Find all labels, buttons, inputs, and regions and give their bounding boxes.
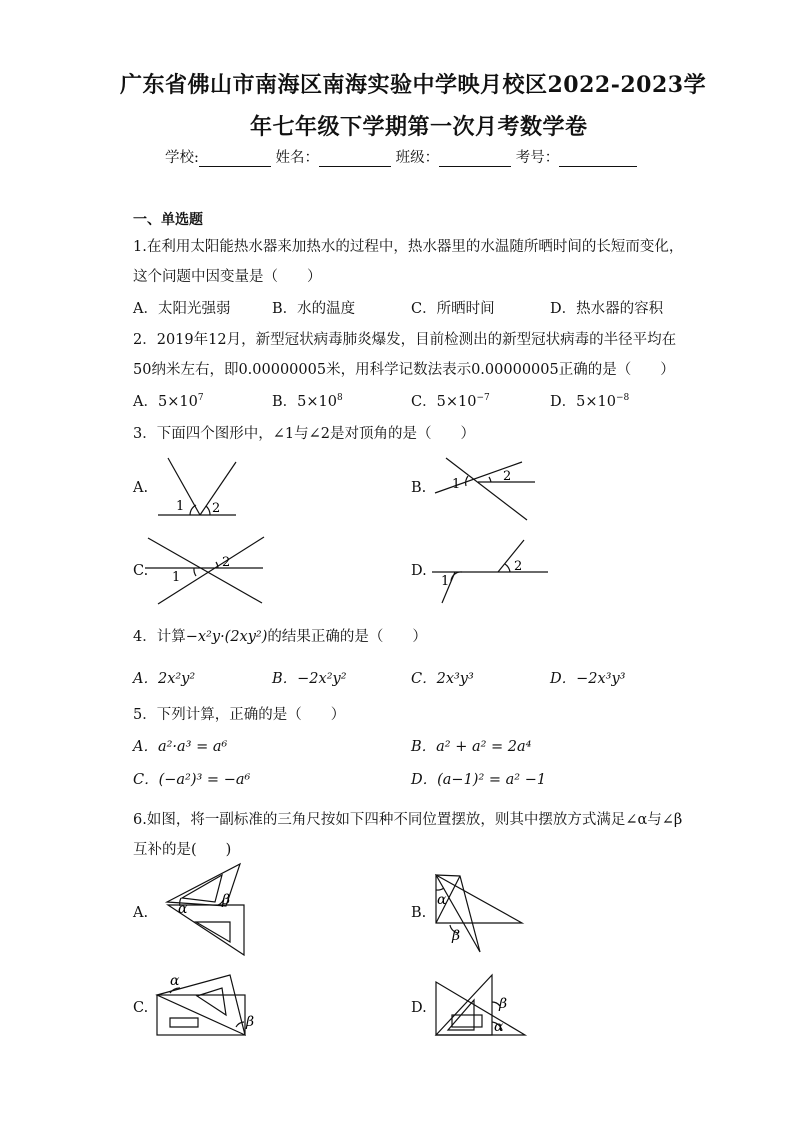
option-exponent: 8 xyxy=(336,393,343,403)
q6-c-alpha: α xyxy=(170,973,180,989)
q2-stem-line1: 2．2019年12月，新型冠状病毒肺炎爆发，目前检测出的新型冠状病毒的半径平均在 xyxy=(133,332,677,348)
q1-stem-line2: 这个问题中因变量是（ ） xyxy=(133,269,322,285)
option-letter: B． xyxy=(272,394,298,410)
class-label: 班级： xyxy=(395,150,440,166)
option-exponent: 7 xyxy=(197,393,204,403)
q4-option-a[interactable]: A．2x²y² xyxy=(133,671,196,687)
q5-stem: 5．下列计算，正确的是（ ） xyxy=(133,707,346,723)
q3-c-angle2: 2 xyxy=(222,555,231,570)
q3-figure-b xyxy=(435,458,535,520)
q3-figure-d xyxy=(432,540,548,603)
q6-b-beta: β xyxy=(452,928,461,944)
exam-no-label: 考号： xyxy=(515,150,560,166)
option-base: 5×10 xyxy=(576,394,616,410)
q4-stem-post: 的结果正确的是（ ） xyxy=(267,629,427,645)
q3-a-angle1: 1 xyxy=(176,499,185,514)
q1-option-b[interactable]: B．水的温度 xyxy=(272,301,356,317)
q6-a-alpha: α xyxy=(178,901,188,917)
name-label: 姓名： xyxy=(275,150,319,166)
q3-stem: 3．下面四个图形中，∠1与∠2是对顶角的是（ ） xyxy=(133,426,475,442)
q6-figure-b xyxy=(436,875,522,952)
q3-d-angle1: 1 xyxy=(441,574,450,589)
q6-option-d-label[interactable]: D. xyxy=(411,1000,427,1016)
q4-stem xyxy=(133,625,427,646)
q5-option-d[interactable]: D．(a−1)² = a² −1 xyxy=(411,772,547,788)
q6-option-b-label[interactable]: B. xyxy=(411,905,427,921)
q6-d-beta: β xyxy=(499,996,508,1012)
option-letter: A． xyxy=(133,394,158,410)
option-base: 5×10 xyxy=(436,394,477,410)
q2-stem-line2: 50纳米左右，即0.00000005米，用科学记数法表示0.00000005正确的是（ ） xyxy=(133,362,675,378)
q4-expression: −x²y·(2xy²) xyxy=(185,629,268,645)
section-heading: 一、单选题 xyxy=(133,212,203,228)
title-line-2: 年七年级下学期第一次月考数学卷 xyxy=(250,114,588,140)
q3-b-angle2: 2 xyxy=(503,469,512,484)
q6-c-beta: β xyxy=(246,1014,255,1030)
q3-figure-a xyxy=(158,458,236,515)
q3-figure-c xyxy=(145,537,264,604)
q3-c-angle1: 1 xyxy=(172,570,181,585)
q5-option-a[interactable]: A．a²·a³ = a⁶ xyxy=(133,739,228,755)
option-base: 5×10 xyxy=(297,394,337,410)
q1-option-c[interactable]: C．所晒时间 xyxy=(411,301,495,317)
q3-option-a-label[interactable]: A. xyxy=(133,480,149,496)
q5-option-b[interactable]: B．a² + a² = 2a⁴ xyxy=(411,739,532,755)
q4-stem-pre: 4．计算 xyxy=(133,629,186,645)
q6-stem-line2: 互补的是( ) xyxy=(133,842,232,858)
q6-option-a-label[interactable]: A. xyxy=(133,905,149,921)
q3-option-c-label[interactable]: C. xyxy=(133,563,149,579)
q4-option-b[interactable]: B．−2x²y² xyxy=(272,671,347,687)
q1-option-d[interactable]: D．热水器的容积 xyxy=(550,301,664,317)
q6-figure-d xyxy=(436,975,525,1035)
school-label: 学校: xyxy=(165,150,199,166)
q1-stem-line1: 1.在利用太阳能热水器来加热水的过程中，热水器里的水温随所晒时间的长短而变化， xyxy=(133,239,684,255)
option-base: 5×10 xyxy=(157,394,198,410)
q3-option-b-label[interactable]: B. xyxy=(411,480,427,496)
option-exponent: −8 xyxy=(615,393,630,403)
q6-d-alpha: α xyxy=(494,1019,504,1035)
q6-a-beta: β xyxy=(222,892,231,908)
option-letter: D． xyxy=(550,394,577,410)
q4-option-c[interactable]: C．2x³y³ xyxy=(411,671,474,687)
option-letter: C． xyxy=(411,394,437,410)
q5-option-c[interactable]: C．(−a²)³ = −a⁶ xyxy=(133,772,251,788)
q3-b-angle1: 1 xyxy=(452,477,461,492)
q3-option-d-label[interactable]: D. xyxy=(411,563,427,579)
q6-b-alpha: α xyxy=(437,892,447,908)
q4-option-d[interactable]: D．−2x³y³ xyxy=(550,671,626,687)
q3-a-angle2: 2 xyxy=(212,501,221,516)
q6-stem-line1: 6.如图，将一副标准的三角尺按如下四种不同位置摆放，则其中摆放方式满足∠α与∠β xyxy=(133,812,683,828)
q1-option-a[interactable]: A．太阳光强弱 xyxy=(133,301,231,317)
q6-option-c-label[interactable]: C. xyxy=(133,1000,149,1016)
q3-d-angle2: 2 xyxy=(514,559,523,574)
title-line-1: 广东省佛山市南海区南海实验中学映月校区2022-2023学 xyxy=(120,72,707,98)
option-exponent: −7 xyxy=(476,393,490,403)
